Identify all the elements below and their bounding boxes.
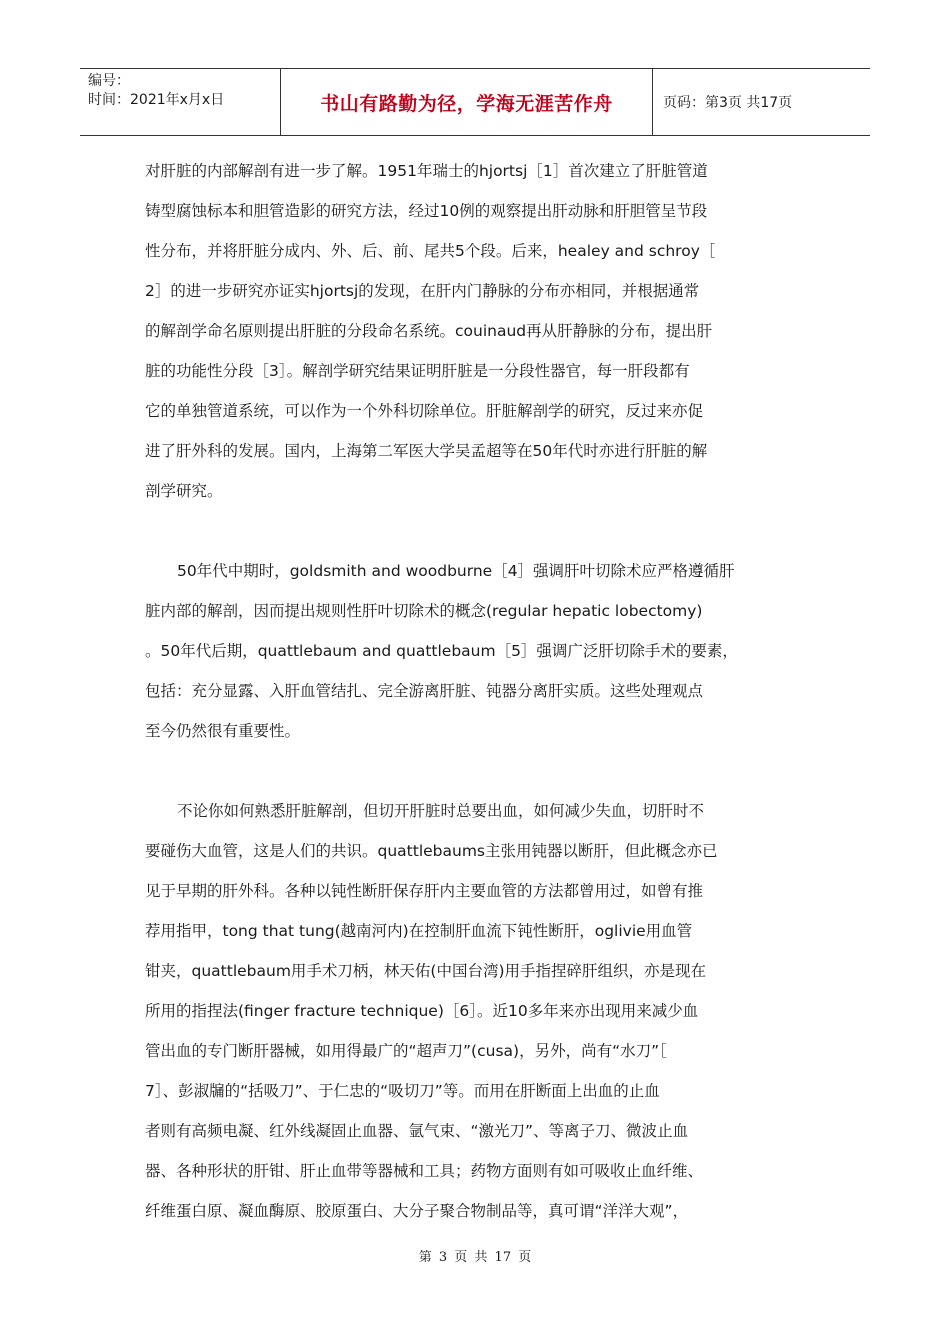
text-line: 性分布，并将肝脏分成内、外、后、前、尾共5个段。后来，healey and schroy［ [145, 242, 716, 260]
paragraph-hemostasis [145, 798, 760, 1238]
text-line: 剖学研究。 [145, 482, 223, 500]
text-line: 纤维蛋白原、凝血酶原、胶原蛋白、大分子聚合物制品等，真可谓“洋洋大观”， [145, 1202, 689, 1220]
header-motto: 书山有路勤为径，学海无涯苦作舟 [281, 69, 653, 135]
text-line: 2］的进一步研究亦证实hjortsj的发现，在肝内门静脉的分布亦相同，并根据通常 [145, 282, 700, 300]
text-line: 器、各种形状的肝钳、肝止血带等器械和工具；药物方面则有如可吸收止血纤维、 [145, 1162, 704, 1180]
text-line: 管出血的专门断肝器械，如用得最广的“超声刀”(cusa)，另外，尚有“水刀”［ [145, 1042, 667, 1060]
document-time-label: 时间：2021年x月x日 [88, 92, 225, 108]
header-meta-cell [80, 69, 281, 135]
document-number-label: 编号： [88, 73, 130, 89]
paragraph-spacer [145, 758, 760, 798]
text-line: 所用的指捏法(finger fracture technique)［6］。近10多年来亦出现用来减少血 [145, 1002, 699, 1020]
document-body [145, 158, 760, 1238]
paragraph-lobectomy [145, 558, 760, 758]
document-header [80, 68, 870, 136]
text-line: 不论你如何熟悉肝脏解剖，但切开肝脏时总要出血，如何减少失血，切肝时不 [177, 802, 705, 820]
text-line: 者则有高频电凝、红外线凝固止血器、氩气束、“激光刀”、等离子刀、微波止血 [145, 1122, 689, 1140]
text-line: 它的单独管道系统，可以作为一个外科切除单位。肝脏解剖学的研究，反过来亦促 [145, 402, 704, 420]
text-line: 钳夹，quattlebaum用手术刀柄，林天佑(中国台湾)用手指捏碎肝组织，亦是现在 [145, 962, 707, 980]
paragraph-anatomy-history [145, 158, 760, 518]
text-line: 荐用指甲，tong that tung(越南河内)在控制肝血流下钝性断肝，oglivie用血管 [145, 922, 693, 940]
text-line: 脏内部的解剖，因而提出规则性肝叶切除术的概念(regular hepatic lobectomy) [145, 602, 703, 620]
text-line: 至今仍然很有重要性。 [145, 722, 301, 740]
text-line: 的解剖学命名原则提出肝脏的分段命名系统。couinaud再从肝静脉的分布，提出肝 [145, 322, 713, 340]
page-footer: 第 3 页 共 17 页 [418, 1250, 532, 1265]
text-line: 进了肝外科的发展。国内，上海第二军医大学吴孟超等在50年代时亦进行肝脏的解 [145, 442, 708, 460]
text-line: 包括：充分显露、入肝血管结扎、完全游离肝脏、钝器分离肝实质。这些处理观点 [145, 682, 704, 700]
text-line: 见于早期的肝外科。各种以钝性断肝保存肝内主要血管的方法都曾用过，如曾有推 [145, 882, 704, 900]
text-line: 。50年代后期，quattlebaum and quattlebaum［5］强调广泛肝切除手术的要素， [145, 642, 738, 660]
text-line: 要碰伤大血管，这是人们的共识。quattlebaums主张用钝器以断肝，但此概念亦已 [145, 842, 718, 860]
text-line: 50年代中期时，goldsmith and woodburne［4］强调肝叶切除术应严格遵循肝 [177, 562, 735, 580]
text-line: 对肝脏的内部解剖有进一步了解。1951年瑞士的hjortsj［1］首次建立了肝脏管道 [145, 162, 708, 180]
text-line: 铸型腐蚀标本和胆管造影的研究方法，经过10例的观察提出肝动脉和肝胆管呈节段 [145, 202, 708, 220]
header-page-code: 页码：第3页 共17页 [663, 95, 793, 111]
text-line: 7］、彭淑牖的“括吸刀”、于仁忠的“吸切刀”等。而用在肝断面上出血的止血 [145, 1082, 660, 1100]
paragraph-spacer [145, 518, 760, 558]
text-line: 脏的功能性分段［3］。解剖学研究结果证明肝脏是一分段性器官，每一肝段都有 [145, 362, 690, 380]
